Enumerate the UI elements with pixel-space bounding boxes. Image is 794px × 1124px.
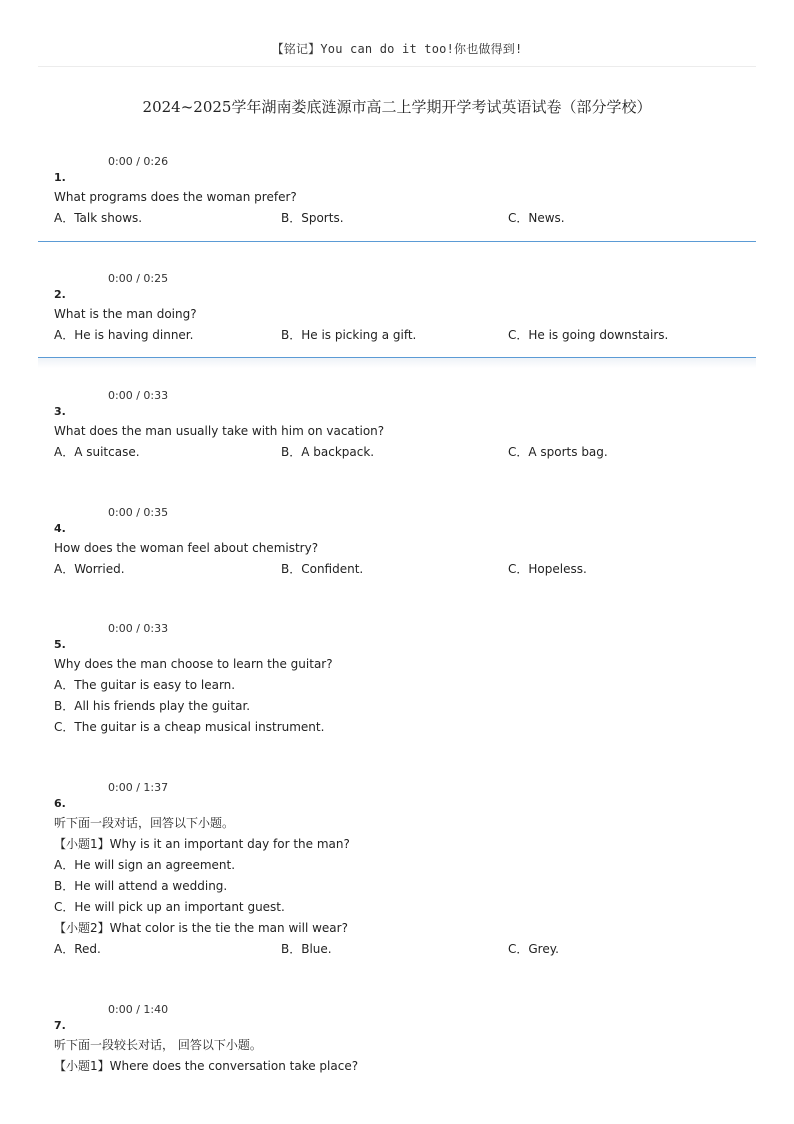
option-b: B．He is picking a gift.	[281, 328, 417, 342]
subquestion-1: 【小题1】Where does the conversation take place?	[54, 1059, 359, 1073]
option-a: A．A suitcase.	[54, 445, 140, 459]
option-c: C．A sports bag.	[508, 445, 608, 459]
option-c: C．He is going downstairs.	[508, 328, 669, 342]
divider-shadow	[38, 358, 756, 368]
subquestion-1: 【小题1】Why is it an important day for the man?	[54, 837, 350, 851]
audio-player-5[interactable]: 0:00 / 0:33	[108, 622, 169, 635]
option-c: C．He will pick up an important guest.	[54, 900, 285, 914]
option-b: B．Confident.	[281, 562, 364, 576]
question-stem: What programs does the woman prefer?	[54, 190, 297, 204]
option-a: A．Talk shows.	[54, 211, 143, 225]
option-a: A．The guitar is easy to learn.	[54, 678, 236, 692]
page-header: 【铭记】You can do it too!你也做得到!	[271, 42, 523, 56]
question-stem: What is the man doing?	[54, 307, 197, 321]
option-a: A．He will sign an agreement.	[54, 858, 236, 872]
option-b: B．A backpack.	[281, 445, 375, 459]
audio-player-4[interactable]: 0:00 / 0:35	[108, 506, 169, 519]
audio-player-2[interactable]: 0:00 / 0:25	[108, 272, 169, 285]
question-number: 1.	[54, 171, 66, 184]
section-divider	[38, 241, 756, 242]
page-title: 2024~2025学年湖南娄底涟源市高二上学期开学考试英语试卷（部分学校）	[142, 98, 652, 116]
option-c: C．The guitar is a cheap musical instrument.	[54, 720, 325, 734]
audio-player-3[interactable]: 0:00 / 0:33	[108, 389, 169, 402]
question-stem: Why does the man choose to learn the guitar?	[54, 657, 333, 671]
option-c: C．Grey.	[508, 942, 559, 956]
option-b: B．All his friends play the guitar.	[54, 699, 251, 713]
option-b: B．Sports.	[281, 211, 344, 225]
option-c: C．News.	[508, 211, 565, 225]
audio-player-6[interactable]: 0:00 / 1:37	[108, 781, 169, 794]
question-stem: How does the woman feel about chemistry?	[54, 541, 319, 555]
option-b: B．Blue.	[281, 942, 332, 956]
question-number: 6.	[54, 797, 66, 810]
option-a: A．He is having dinner.	[54, 328, 194, 342]
subquestion-2: 【小题2】What color is the tie the man will wear?	[54, 921, 348, 935]
option-c: C．Hopeless.	[508, 562, 587, 576]
question-intro: 听下面一段对话，回答以下小题。	[54, 816, 235, 830]
question-number: 2.	[54, 288, 66, 301]
question-number: 3.	[54, 405, 66, 418]
option-a: A．Red.	[54, 942, 101, 956]
question-number: 5.	[54, 638, 66, 651]
option-a: A．Worried.	[54, 562, 125, 576]
audio-player-1[interactable]: 0:00 / 0:26	[108, 155, 169, 168]
option-b: B．He will attend a wedding.	[54, 879, 228, 893]
question-number: 4.	[54, 522, 66, 535]
audio-player-7[interactable]: 0:00 / 1:40	[108, 1003, 169, 1016]
question-intro: 听下面一段较长对话， 回答以下小题。	[54, 1038, 262, 1052]
question-stem: What does the man usually take with him on vacation?	[54, 424, 385, 438]
header-divider	[38, 66, 756, 67]
question-number: 7.	[54, 1019, 66, 1032]
